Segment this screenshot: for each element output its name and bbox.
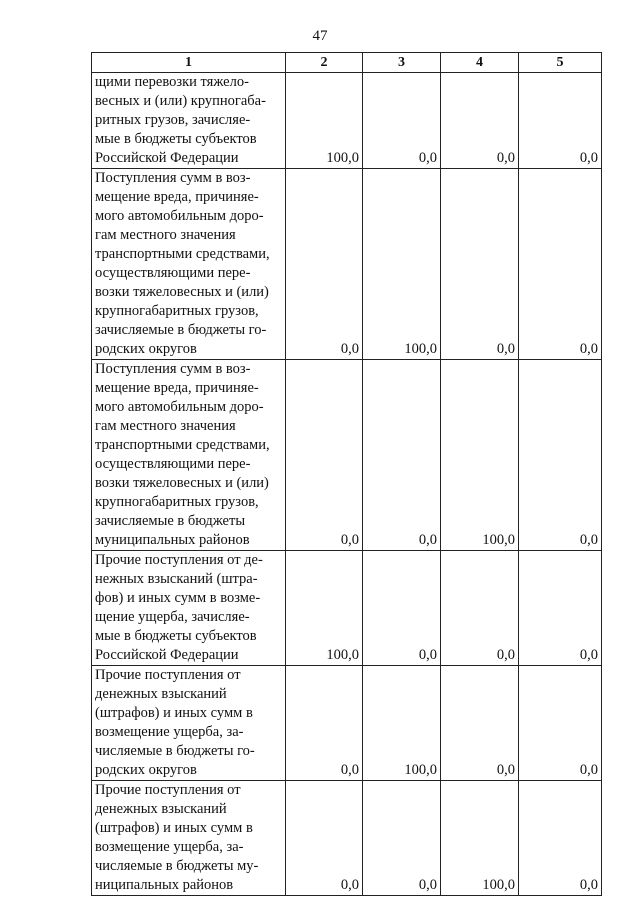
row-value-col4: 0,0 bbox=[441, 666, 519, 781]
row-value-col2: 0,0 bbox=[286, 666, 363, 781]
row-description: Поступления сумм в воз- мещение вреда, причиняе- мого автомобильным доро- гам местного значения транспортными средствами, осуществляющими пере- возки тяжеловесных и (или) крупногабаритных грузов, зачисляемые в бюджеты го- родских округов bbox=[92, 169, 286, 360]
table-row bbox=[92, 551, 602, 666]
column-header-5: 5 bbox=[519, 53, 602, 73]
row-value-col3: 100,0 bbox=[363, 666, 441, 781]
table-row bbox=[92, 666, 602, 781]
row-value-col5: 0,0 bbox=[519, 73, 602, 169]
row-value-col4: 0,0 bbox=[441, 73, 519, 169]
row-value-col3: 0,0 bbox=[363, 781, 441, 896]
row-value-col5: 0,0 bbox=[519, 169, 602, 360]
row-value-col4: 0,0 bbox=[441, 169, 519, 360]
row-value-col2: 100,0 bbox=[286, 551, 363, 666]
row-value-col5: 0,0 bbox=[519, 360, 602, 551]
row-description: Прочие поступления от де- нежных взысканий (штра- фов) и иных сумм в возме- щение ущерба, зачисляе- мые в бюджеты субъектов Российской Федерации bbox=[92, 551, 286, 666]
row-value-col4: 0,0 bbox=[441, 551, 519, 666]
row-value-col5: 0,0 bbox=[519, 666, 602, 781]
row-value-col3: 100,0 bbox=[363, 169, 441, 360]
revenue-distribution-table bbox=[91, 52, 602, 896]
row-value-col2: 0,0 bbox=[286, 360, 363, 551]
column-header-1: 1 bbox=[92, 53, 286, 73]
row-description: Прочие поступления от денежных взысканий (штрафов) и иных сумм в возмещение ущерба, за- числяемые в бюджеты му- ниципальных районов bbox=[92, 781, 286, 896]
row-description: Поступления сумм в воз- мещение вреда, причиняе- мого автомобильным доро- гам местного значения транспортными средствами, осуществляющими пере- возки тяжеловесных и (или) крупногабаритных грузов, зачисляемые в бюджеты муниципальных районов bbox=[92, 360, 286, 551]
table-row bbox=[92, 781, 602, 896]
row-value-col4: 100,0 bbox=[441, 781, 519, 896]
row-description: Прочие поступления от денежных взысканий (штрафов) и иных сумм в возмещение ущерба, за- числяемые в бюджеты го- родских округов bbox=[92, 666, 286, 781]
column-header-3: 3 bbox=[363, 53, 441, 73]
row-value-col3: 0,0 bbox=[363, 551, 441, 666]
row-value-col4: 100,0 bbox=[441, 360, 519, 551]
table-row bbox=[92, 169, 602, 360]
row-description: щими перевозки тяжело- весных и (или) крупногаба- ритных грузов, зачисляе- мые в бюджеты субъектов Российской Федерации bbox=[92, 73, 286, 169]
column-header-2: 2 bbox=[286, 53, 363, 73]
row-value-col3: 0,0 bbox=[363, 73, 441, 169]
row-value-col2: 0,0 bbox=[286, 169, 363, 360]
page-number: 47 bbox=[312, 28, 328, 44]
row-value-col5: 0,0 bbox=[519, 551, 602, 666]
table-row bbox=[92, 73, 602, 169]
row-value-col2: 100,0 bbox=[286, 73, 363, 169]
column-header-4: 4 bbox=[441, 53, 519, 73]
row-value-col3: 0,0 bbox=[363, 360, 441, 551]
row-value-col2: 0,0 bbox=[286, 781, 363, 896]
table-row bbox=[92, 360, 602, 551]
table-header-row bbox=[92, 53, 602, 73]
row-value-col5: 0,0 bbox=[519, 781, 602, 896]
